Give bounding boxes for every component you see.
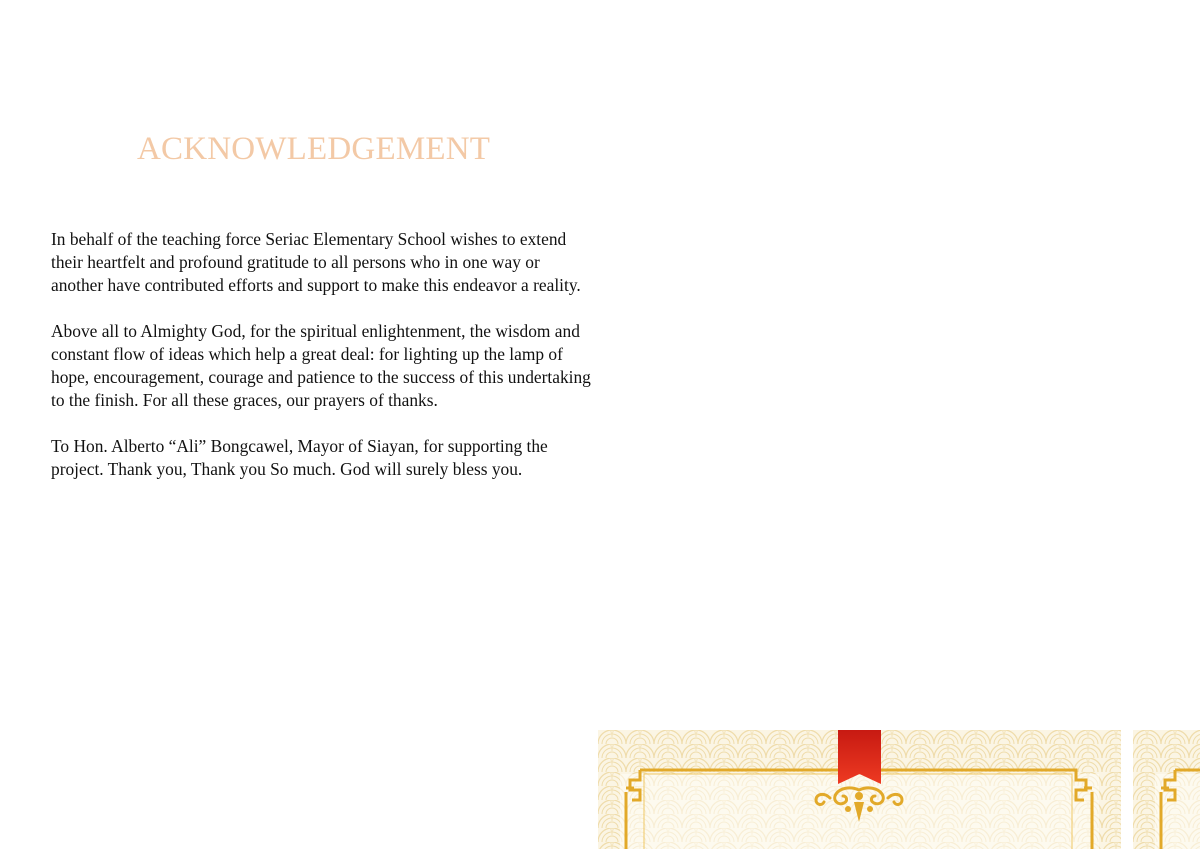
certificate-frame-side [1133, 730, 1200, 849]
acknowledgement-body [51, 228, 596, 504]
paragraph-2: Above all to Almighty God, for the spiritual enlightenment, the wisdom and constant flow of ideas which help a great deal: for lighting up the lamp of hope, encouragement, courage and patience to the success of this undertaking to the finish. For all these graces, our prayers of thanks. [51, 321, 591, 410]
page-title: ACKNOWLEDGEMENT [137, 131, 491, 167]
paragraph-1: In behalf of the teaching force Seriac Elementary School wishes to extend their heartfelt and profound gratitude to all persons who in one way or another have contributed efforts and support to make this endeavor a reality. [51, 229, 581, 295]
paragraph-3: To Hon. Alberto “Ali” Bongcawel, Mayor of Siayan, for supporting the project. Thank you, Thank you So much. God will surely bless you. [51, 436, 548, 479]
certificate-frame-main [598, 730, 1121, 849]
